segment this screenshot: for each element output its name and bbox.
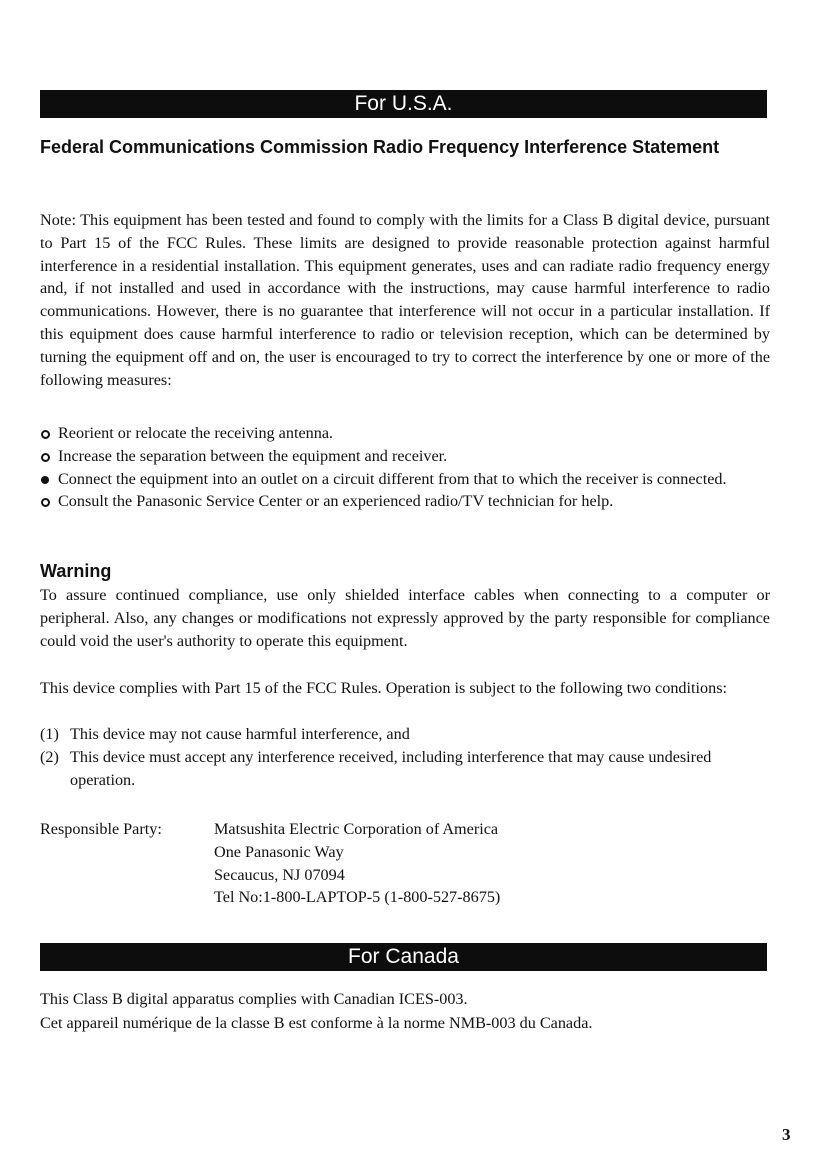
list-item (40, 746, 770, 792)
list-item (40, 445, 770, 468)
list-item (40, 490, 770, 513)
fcc-note-paragraph: Note: This equipment has been tested and found to comply with the limits for a Class B digital device, pursuant to Part 15 of the FCC Rules. These limits are designed to provide reasonable protection against harmful interference in a residential installation. This equipment generates, uses and can radiate radio frequency energy and, if not installed and used in accordance with the instructions, may cause harmful interference to radio communications. However, there is no guarantee that interference will not occur in a particular installation. If this equipment does cause harmful interference to radio or television reception, which can be determined by turning the equipment off and on, the user is encouraged to try to correct the interference by one or more of the following measures: (40, 211, 770, 389)
warning-paragraph: To assure continued compliance, use only shielded interface cables when connecting to a computer or peripheral. Also, any changes or modifications not expressly approved by the party responsible for compliance could void the user's authority to operate this equipment. (40, 586, 770, 650)
address-line: Matsushita Electric Corporation of America (214, 820, 499, 838)
warning-heading: Warning (40, 561, 112, 581)
responsible-party-address (214, 818, 500, 909)
bullet-icon (41, 498, 50, 507)
condition-text: This device may not cause harmful interference, and (70, 725, 410, 743)
responsible-party-label: Responsible Party: (40, 820, 162, 838)
bullet-icon (41, 430, 50, 439)
canada-line-english: This Class B digital apparatus complies with Canadian ICES-003. (40, 990, 468, 1008)
section-banner-usa: For U.S.A. (40, 90, 767, 118)
list-item (40, 422, 770, 445)
address-line: Tel No:1-800-LAPTOP-5 (1-800-527-8675) (214, 888, 501, 907)
condition-number: (1) (40, 725, 59, 743)
measures-list (40, 422, 770, 513)
compliance-paragraph: This device complies with Part 15 of the FCC Rules. Operation is subject to the following two conditions: (40, 679, 727, 697)
bullet-icon (41, 476, 49, 484)
address-line: One Panasonic Way (214, 842, 344, 861)
list-item (40, 468, 770, 491)
section-banner-canada: For Canada (40, 943, 767, 971)
fcc-heading: Federal Communications Commission Radio Frequency Interference Statement (40, 137, 720, 157)
page-number: 3 (782, 1125, 791, 1144)
conditions-list (40, 723, 770, 791)
measure-text: Consult the Panasonic Service Center or an experienced radio/TV technician for help. (58, 492, 614, 511)
measure-text: Connect the equipment into an outlet on a circuit different from that to which the receiver is connected. (58, 469, 727, 488)
measure-text: Increase the separation between the equipment and receiver. (58, 446, 448, 465)
list-item (40, 723, 770, 746)
condition-number: (2) (40, 747, 59, 766)
measure-text: Reorient or relocate the receiving antenna. (58, 424, 334, 442)
condition-text: This device must accept any interference received, including interference that may cause undesired operation. (70, 747, 712, 789)
canada-line-french: Cet appareil numérique de la classe B est conforme à la norme NMB-003 du Canada. (40, 1014, 593, 1032)
bullet-icon (41, 453, 50, 462)
address-line: Secaucus, NJ 07094 (214, 865, 345, 884)
